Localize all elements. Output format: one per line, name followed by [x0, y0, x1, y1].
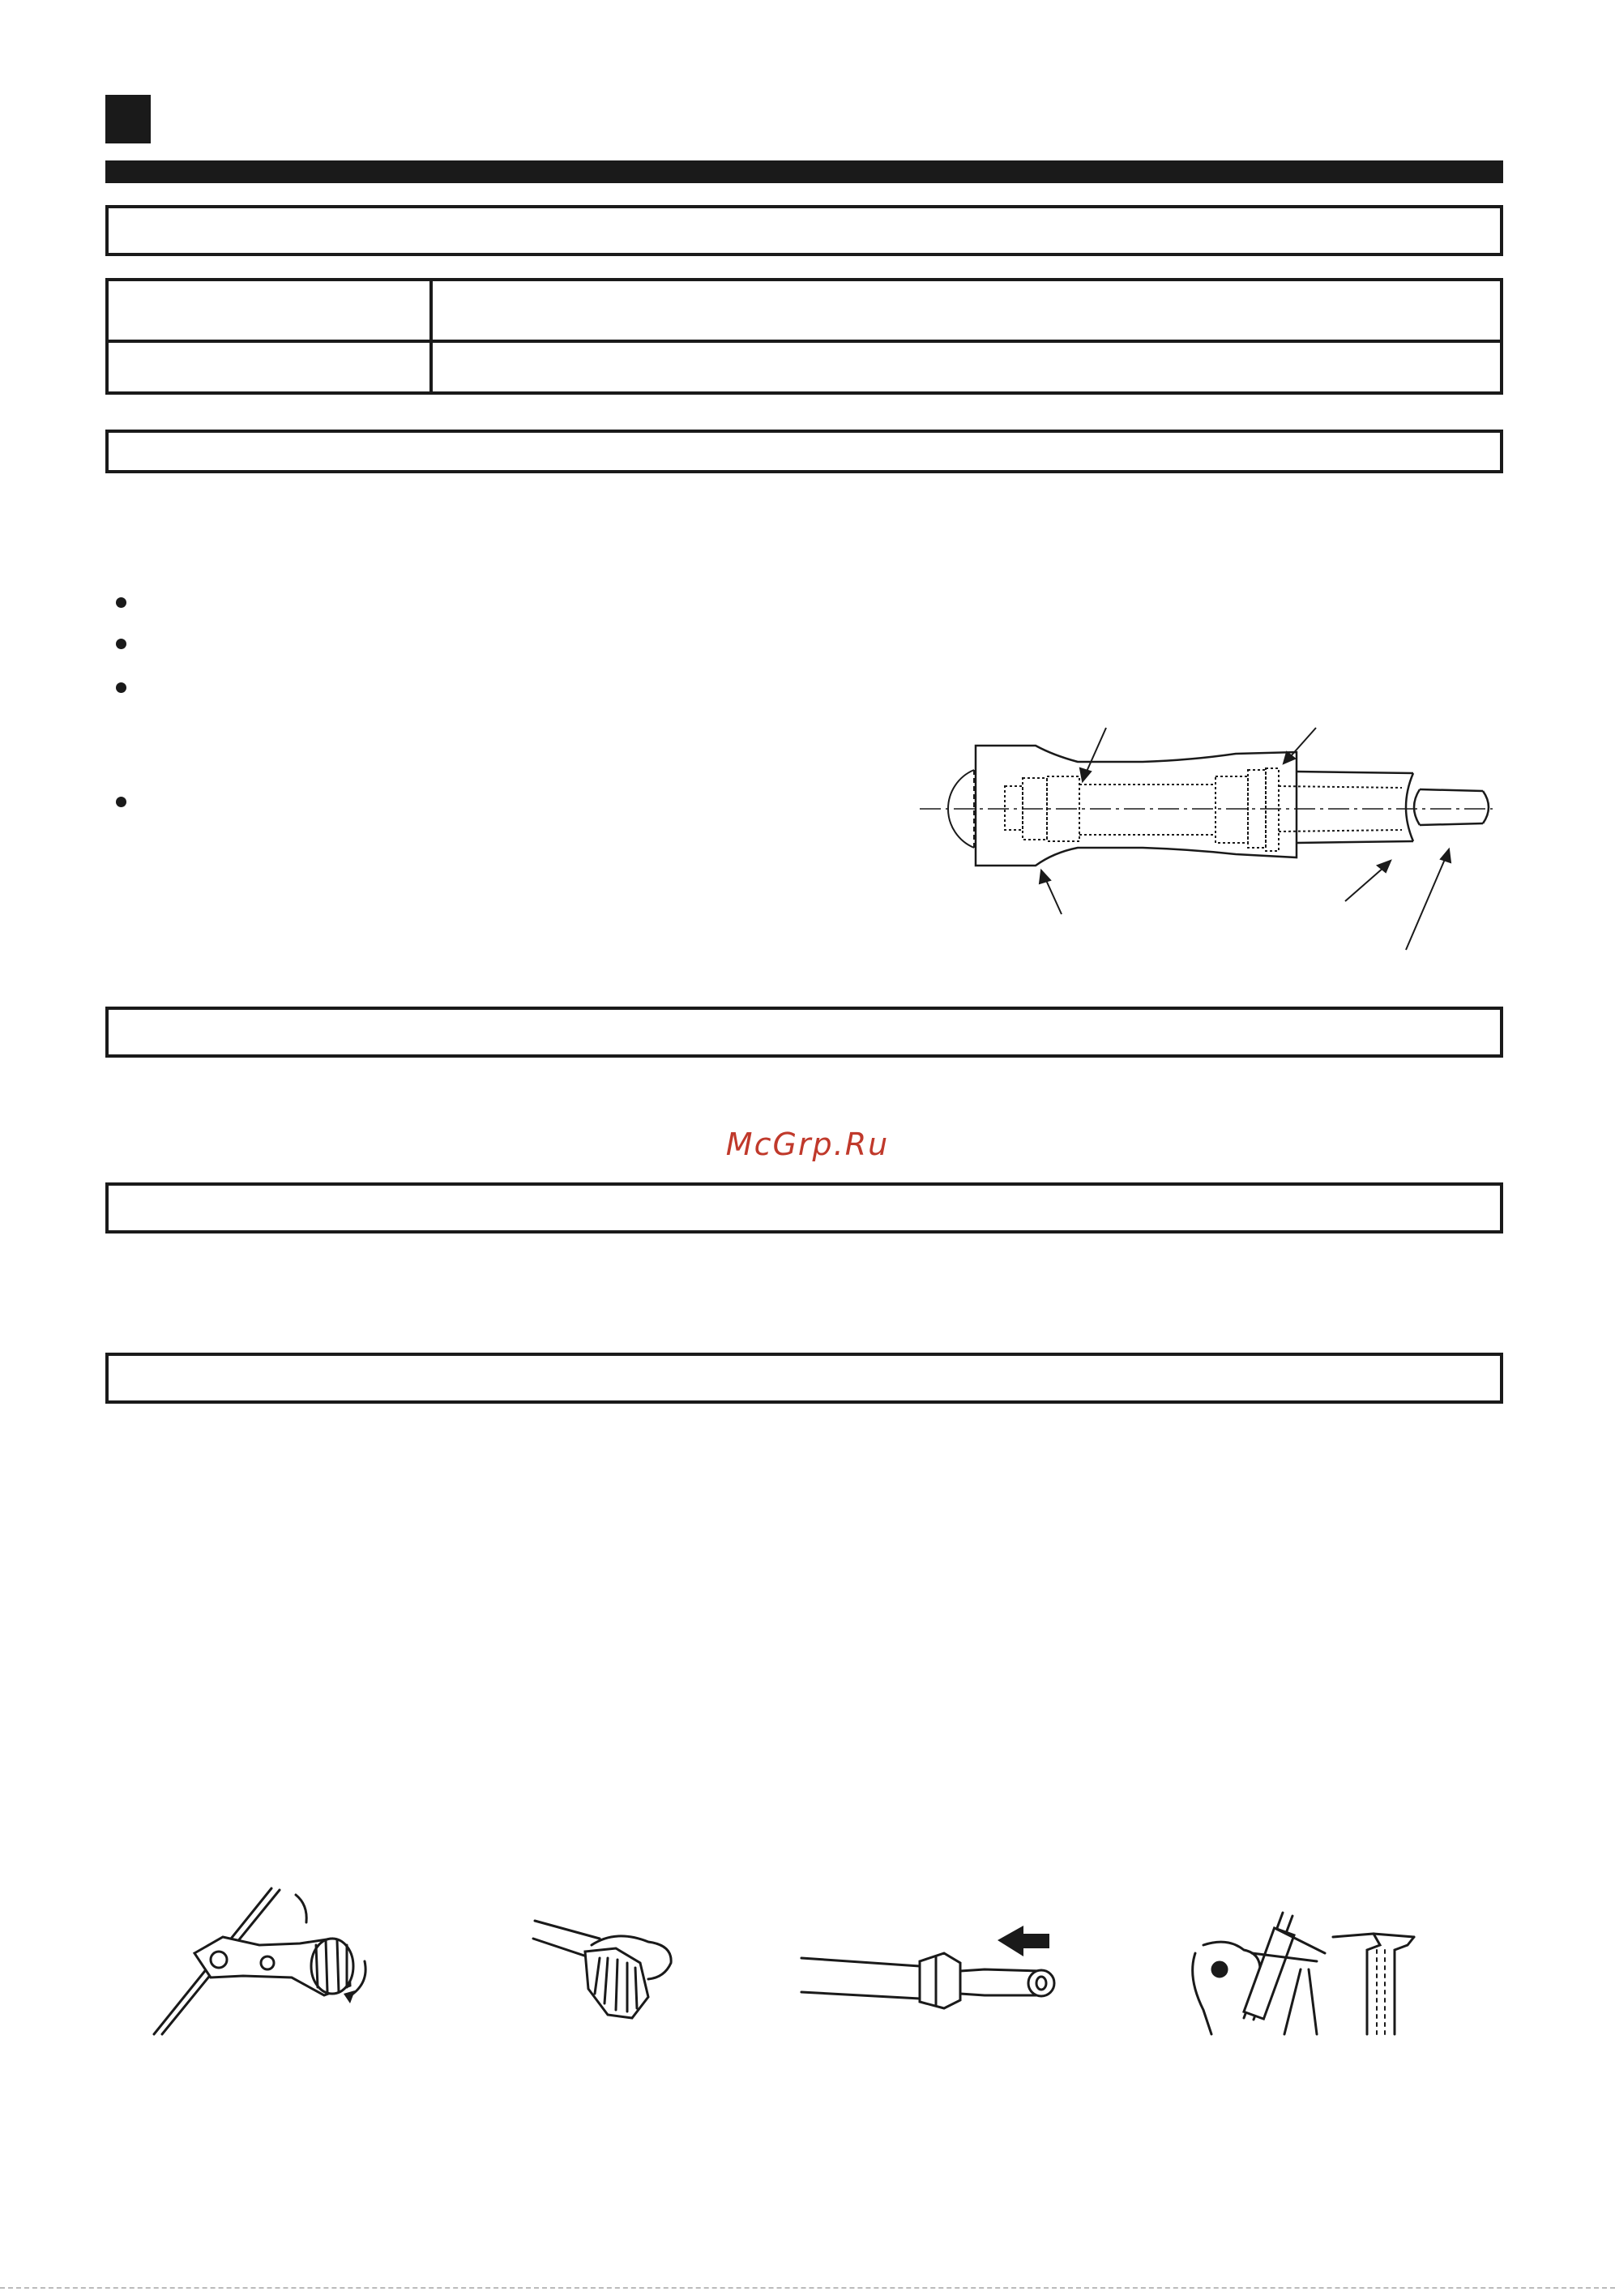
page-bottom-edge — [0, 2287, 1615, 2290]
bullet-point — [116, 682, 126, 693]
pipe-cutter-icon — [146, 1880, 421, 2042]
section-heading-box — [105, 1353, 1503, 1404]
section-heading-box — [105, 1007, 1503, 1058]
section-marker — [105, 95, 151, 143]
bullet-point — [116, 639, 126, 649]
reamer-icon — [527, 1913, 689, 2026]
table-column-divider — [429, 281, 433, 391]
bullet-point — [116, 797, 126, 807]
spec-table — [105, 278, 1503, 395]
section-heading-box — [105, 430, 1503, 473]
bullet-point — [116, 597, 126, 608]
watermark-text: McGrp.Ru — [725, 1127, 890, 1162]
header-rule — [105, 160, 1503, 183]
section-heading-box — [105, 1182, 1503, 1234]
flare-nut-insert-icon — [798, 1921, 1074, 2026]
flare-nut-pipe-diagram — [916, 721, 1499, 956]
arrow-left-icon — [998, 1926, 1049, 1956]
table-row-divider — [109, 340, 1500, 343]
flaring-tool-icon — [1179, 1905, 1422, 2042]
section-heading-box — [105, 205, 1503, 256]
